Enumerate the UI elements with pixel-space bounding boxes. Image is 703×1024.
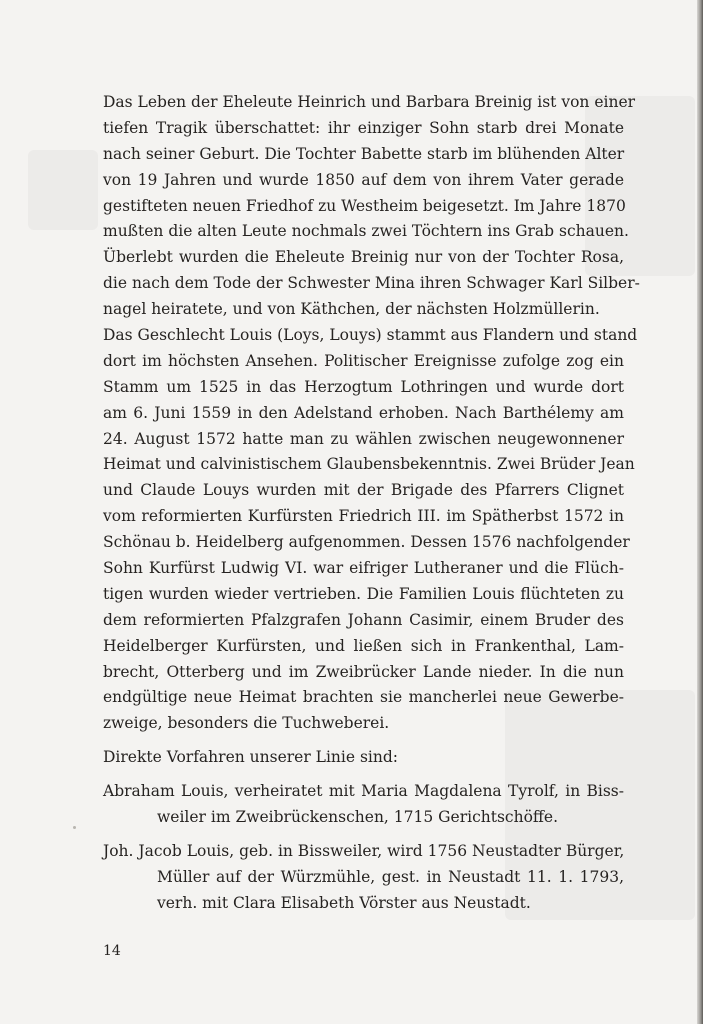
text-line: 24. August 1572 hatte man zu wählen zwischen neugewonnener — [103, 429, 624, 448]
ancestor-entry-abraham — [103, 779, 624, 831]
text-line: von 19 Jahren und wurde 1850 auf dem von ihrem Vater gerade — [103, 170, 624, 189]
ancestor-continuation: Müller auf der Würzmühle, gest. in Neustadt 11. 1. 1793, — [157, 867, 624, 886]
text-line: nach seiner Geburt. Die Tochter Babette starb im blühenden Alter — [103, 144, 625, 163]
text-line: tigen wurden wieder vertrieben. Die Familien Louis flüchteten zu — [103, 584, 624, 603]
text-line: dem reformierten Pfalzgrafen Johann Casimir, einem Bruder des — [103, 610, 624, 629]
text-line: Heimat und calvinistischem Glaubensbekenntnis. Zwei Brüder Jean — [103, 455, 635, 474]
text-line: mußten die alten Leute nochmals zwei Töchtern ins Grab schauen. — [103, 222, 629, 241]
paragraph-gap — [103, 771, 624, 779]
text-line: Stamm um 1525 in das Herzogtum Lothringen und wurde dort — [103, 377, 624, 396]
text-line: gestifteten neuen Friedhof zu Westheim beigesetzt. Im Jahre 1870 — [103, 196, 626, 215]
text-line: Das Geschlecht Louis (Loys, Louys) stammt aus Flandern und stand — [103, 326, 638, 345]
text-line: Überlebt wurden die Eheleute Breinig nur von der Tochter Rosa, — [103, 248, 624, 267]
paragraph-gap — [103, 831, 624, 839]
paragraph-louis-lineage — [103, 323, 638, 737]
text-line: zweige, besonders die Tuchweberei. — [103, 714, 390, 733]
ancestor-line: Abraham Louis, verheiratet mit Maria Magdalena Tyrolf, in Biss- — [103, 782, 624, 801]
text-line: endgültige neue Heimat brachten sie mancherlei neue Gewerbe- — [103, 688, 624, 707]
text-line: tiefen Tragik überschattet: ihr einziger Sohn starb drei Monate — [103, 118, 624, 137]
page-number: 14 — [103, 943, 121, 959]
text-line: und Claude Louys wurden mit der Brigade des Pfarrers Clignet — [103, 481, 624, 500]
section-heading: Direkte Vorfahren unserer Linie sind: — [103, 748, 398, 767]
ancestor-continuation: verh. mit Clara Elisabeth Vörster aus Neustadt. — [157, 893, 531, 912]
text-line: Heidelberger Kurfürsten, und ließen sich in Frankenthal, Lam- — [103, 636, 624, 655]
ancestor-entry-jacob — [103, 839, 624, 917]
paragraph-gap — [103, 737, 624, 745]
text-line: nagel heiratete, und von Käthchen, der nächsten Holzmüllerin. — [103, 300, 600, 319]
text-line: vom reformierten Kurfürsten Friedrich III. im Spätherbst 1572 in — [103, 507, 624, 526]
ancestor-continuation: weiler im Zweibrückenschen, 1715 Gerichtschöffe. — [157, 808, 559, 827]
text-line: die nach dem Tode der Schwester Mina ihren Schwager Karl Silber- — [103, 274, 640, 293]
body-text — [103, 90, 640, 917]
text-line: dort im höchsten Ansehen. Politischer Ereignisse zufolge zog ein — [103, 351, 624, 370]
text-line: brecht, Otterberg und im Zweibrücker Lande nieder. In die nun — [103, 662, 624, 681]
paragraph-breinig — [103, 90, 640, 323]
text-line: am 6. Juni 1559 in den Adelstand erhoben. Nach Barthélemy am — [103, 403, 624, 422]
page-binding-edge — [697, 0, 703, 1024]
text-line: Schönau b. Heidelberg aufgenommen. Dessen 1576 nachfolgender — [103, 533, 630, 552]
text-line: Sohn Kurfürst Ludwig VI. war eifriger Lutheraner und die Flüch- — [103, 559, 624, 578]
text-line: Das Leben der Eheleute Heinrich und Barbara Breinig ist von einer — [103, 93, 636, 111]
ancestor-line: Joh. Jacob Louis, geb. in Bissweiler, wird 1756 Neustadter Bürger, — [103, 841, 625, 860]
show-through-shadow — [28, 150, 98, 230]
paper-speck — [73, 826, 76, 829]
